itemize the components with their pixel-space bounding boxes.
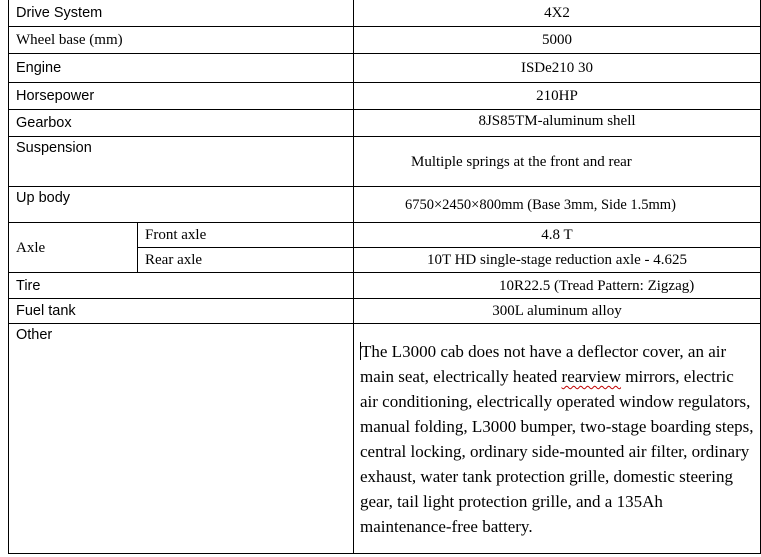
row-label-rear-axle: Rear axle <box>138 248 354 273</box>
spec-table <box>8 0 761 554</box>
suspension-value-text: Multiple springs at the front and rear <box>411 153 632 170</box>
row-value-gearbox: 8JS85TM-aluminum shell <box>354 110 761 137</box>
table-row <box>9 110 761 137</box>
table-row <box>9 324 761 554</box>
row-value-wheel-base: 5000 <box>354 27 761 54</box>
row-label-wheel-base: Wheel base (mm) <box>9 27 354 54</box>
other-text-before: The L3000 cab does not have a deflector cover, an air main seat, electrically heated <box>360 342 727 386</box>
row-label-tire: Tire <box>9 273 354 299</box>
row-label-front-axle: Front axle <box>138 223 354 248</box>
table-row <box>9 83 761 110</box>
row-label-gearbox: Gearbox <box>9 110 354 137</box>
tire-value-text: 10R22.5 (Tread Pattern: Zigzag) <box>499 277 695 294</box>
spellcheck-flagged-word: rearview <box>561 367 622 386</box>
row-value-engine: ISDe210 30 <box>354 54 761 83</box>
table-row <box>9 137 761 187</box>
row-value-up-body <box>354 187 761 223</box>
table-row <box>9 273 761 299</box>
table-row <box>9 54 761 83</box>
row-value-tire <box>354 273 761 299</box>
row-label-engine: Engine <box>9 54 354 83</box>
other-description[interactable] <box>354 324 761 554</box>
row-label-drive-system: Drive System <box>9 0 354 27</box>
table-row <box>9 223 761 248</box>
row-label-suspension: Suspension <box>9 137 354 187</box>
row-label-horsepower: Horsepower <box>9 83 354 110</box>
row-value-rear-axle: 10T HD single-stage reduction axle - 4.625 <box>354 248 761 273</box>
up-body-value-text: 6750×2450×800mm (Base 3mm, Side 1.5mm) <box>405 196 676 213</box>
other-text-after: mirrors, electric air conditioning, electrically operated window regulators, manual folding, L3000 bumper, two-stage boarding steps, central locking, ordinary side-mounted air filter, ordinary exhaust, water tank protection grille, domestic steering gear, tail light protection grille, and a 135Ah maintenance-free battery. <box>360 367 754 536</box>
row-label-up-body: Up body <box>9 187 354 223</box>
row-label-axle: Axle <box>9 223 138 273</box>
row-value-drive-system: 4X2 <box>354 0 761 27</box>
table-row <box>9 27 761 54</box>
row-value-fuel-tank: 300L aluminum alloy <box>354 299 761 324</box>
row-label-fuel-tank: Fuel tank <box>9 299 354 324</box>
table-row <box>9 187 761 223</box>
row-label-other: Other <box>9 324 354 554</box>
row-value-horsepower: 210HP <box>354 83 761 110</box>
row-value-front-axle: 4.8 T <box>354 223 761 248</box>
row-value-suspension <box>354 137 761 187</box>
table-row <box>9 0 761 27</box>
table-row <box>9 299 761 324</box>
